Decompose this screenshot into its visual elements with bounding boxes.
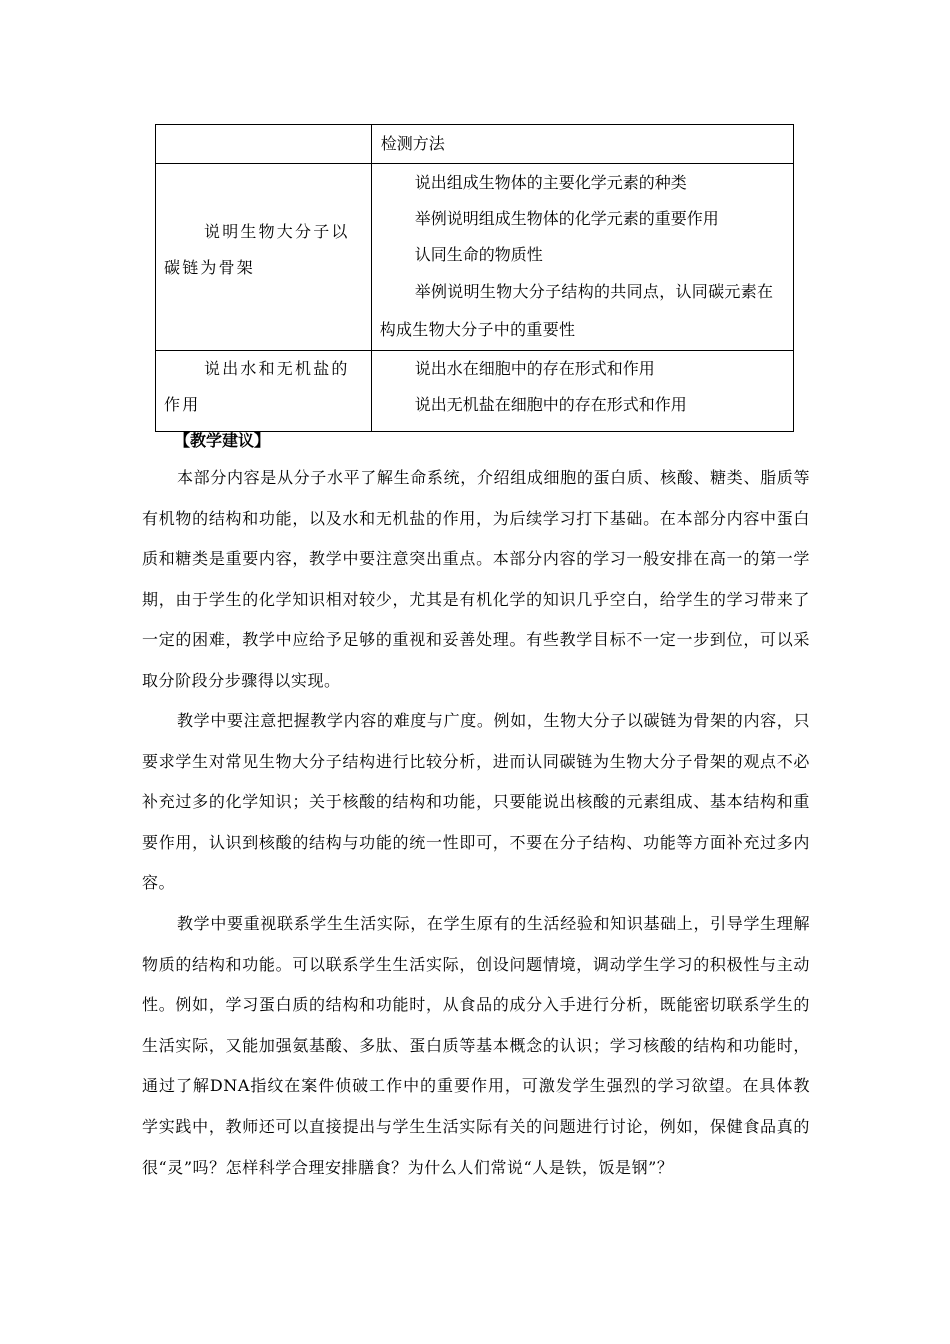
body-paragraph: 教学中要注意把握教学内容的难度与广度。例如，生物大分子以碳链为骨架的内容，只要求学生对常见生物大分子结构进行比较分析，进而认同碳链为生物大分子骨架的观点不必补充过多的化学知识；关于核酸的结构和功能，只要能说出核酸的元素组成、基本结构和重要作用，认识到核酸的结构与功能的统一性即可，不要在分子结构、功能等方面补充过多内容。 (142, 711, 810, 893)
requirement-text: 说出水和无机盐的作用 (164, 359, 350, 414)
section-title: 【教学建议】 (174, 431, 271, 450)
method-item: 说出无机盐在细胞中的存在形式和作用 (414, 395, 687, 414)
requirement-cell (156, 351, 372, 432)
methods-list (372, 164, 793, 349)
body-paragraph: 本部分内容是从分子水平了解生命系统，介绍组成细胞的蛋白质、核酸、糖类、脂质等有机物的结构和功能，以及水和无机盐的作用，为后续学习打下基础。在本部分内容中蛋白质和糖类是重要内容，教学中要注意突出重点。本部分内容的学习一般安排在高一的第一学期，由于学生的化学知识相对较少，尤其是有机化学的知识几乎空白，给学生的学习带来了一定的困难，教学中应给予足够的重视和妥善处理。有些教学目标不一定一步到位，可以采取分阶段分步骤得以实现。 (142, 468, 810, 690)
method-item: 举例说明生物大分子结构的共同点，认同碳元素在构成生物大分子中的重要性 (379, 282, 774, 339)
table-row (156, 164, 794, 351)
table-header-empty-cell (156, 125, 372, 164)
methods-cell (371, 164, 793, 351)
methods-cell (371, 351, 793, 432)
requirement-text: 说明生物大分子以碳链为骨架 (164, 222, 350, 277)
table-header-row (156, 125, 794, 164)
table-header-cell (371, 125, 793, 164)
detection-method-header: 检测方法 (380, 134, 445, 153)
requirement-cell (156, 164, 372, 351)
method-item: 认同生命的物质性 (414, 245, 543, 264)
method-item: 说出水在细胞中的存在形式和作用 (414, 359, 655, 378)
standards-table (155, 124, 794, 432)
method-item: 说出组成生物体的主要化学元素的种类 (414, 173, 687, 192)
table-row (156, 351, 794, 432)
methods-list (372, 351, 793, 423)
body-paragraph: 教学中要重视联系学生生活实际，在学生原有的生活经验和知识基础上，引导学生理解物质的结构和功能。可以联系学生生活实际，创设问题情境，调动学生学习的积极性与主动性。例如，学习蛋白质的结构和功能时，从食品的成分入手进行分析，既能密切联系学生的生活实际，又能加强氨基酸、多肽、蛋白质等基本概念的认识；学习核酸的结构和功能时，通过了解DNA指纹在案件侦破工作中的重要作用，可激发学生强烈的学习欲望。在具体教学实践中，教师还可以直接提出与学生生活实际有关的问题进行讨论，例如，保健食品真的很“灵”吗？怎样科学合理安排膳食？为什么人们常说“人是铁，饭是钢”？ (142, 914, 810, 1177)
method-item: 举例说明组成生物体的化学元素的重要作用 (414, 209, 719, 228)
